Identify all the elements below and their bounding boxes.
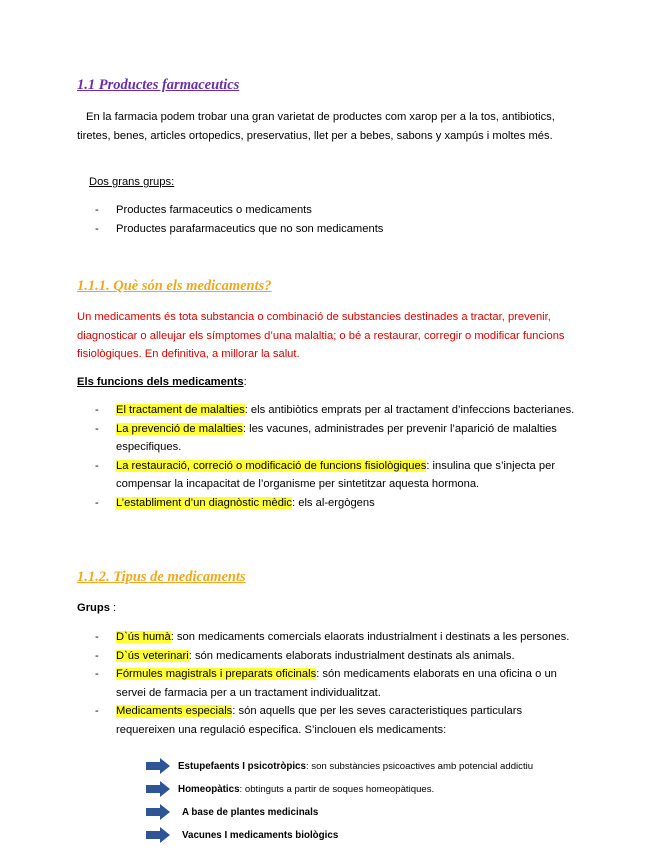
list-item: A base de plantes medicinals (146, 804, 626, 827)
dash-icon: - (95, 649, 99, 662)
right-arrow-icon (146, 758, 170, 774)
dash-icon: - (95, 631, 99, 643)
dash-icon: - (95, 204, 99, 216)
dash-icon: - (95, 404, 99, 416)
list-item: - Medicaments especials: són aquells que per les seves caracteristiques particulars requereixen una regulació especifica. S’inclouen els medicaments: (77, 702, 577, 739)
grups-label: Grups : (77, 602, 117, 614)
right-arrow-icon (146, 804, 170, 820)
list-item: - L’establiment d’un diagnòstic mèdic: els al-ergògens (77, 494, 577, 513)
functions-list (77, 401, 577, 512)
groups-label: Dos grans grups: (89, 176, 175, 188)
heading-tipus-medicaments: 1.1.2. Tipus de medicaments (77, 569, 246, 585)
list-item: - La restauració, correció o modificació de funcions fisiològiques: insulina que s’injecta per compensar la incapacitat de l’organisme per sintetitzar aquesta hormona. (77, 457, 577, 494)
dash-icon: - (95, 496, 99, 509)
special-medicines-list (146, 758, 626, 850)
right-arrow-icon (146, 781, 170, 797)
dash-icon: - (95, 668, 99, 680)
dash-icon: - (95, 222, 99, 235)
dash-icon: - (95, 459, 99, 472)
list-item: Homeopàtics: obtinguts a partir de soques homeopàtiques. (146, 781, 626, 804)
list-item: - Productes parafarmaceutics que no son medicaments (77, 220, 577, 239)
list-item: Estupefaents I psicotròpics: son substàncies psicoactives amb potencial addictiu (146, 758, 626, 781)
list-item: Vacunes I medicaments biològics (146, 827, 626, 850)
dash-icon: - (95, 705, 99, 717)
dash-icon: - (95, 422, 99, 435)
list-item: - D`ús veterinari: són medicaments elaborats industrialment destinats als animals. (77, 647, 577, 666)
definition-paragraph: Un medicaments és tota substancia o combinació de substancies destinades a tractar, prevenir, diagnosticar o alleujar els símptomes d’una malaltia; o bé a restaurar, corregir o modificar funcions fisiològiques. En definitiva, a millorar la salut. (77, 311, 565, 360)
list-item: - D`ús humà: son medicaments comercials elaorats industrialment i destinats a les persones. (77, 628, 577, 647)
right-arrow-icon (146, 827, 170, 843)
functions-heading: Els funcions dels medicaments: (77, 376, 247, 388)
types-list (77, 628, 577, 739)
intro-paragraph: En la farmacia podem trobar una gran varietat de productes com xarop per a la tos, antibiotics, tiretes, benes, articles ortopedics, preservatius, llet per a bebes, sabons y xampús i moltes més. (77, 111, 555, 142)
heading-productes-farmaceutics: 1.1 Productes farmaceutics (77, 77, 240, 93)
list-item: - El tractament de malalties: els antibiòtics emprats per al tractament d’infeccions bacterianes. (77, 401, 577, 420)
list-item: - Productes farmaceutics o medicaments (77, 201, 577, 220)
groups-list (77, 201, 577, 238)
list-item: - La prevenció de malalties: les vacunes, administrades per prevenir l’aparició de malalties especifiques. (77, 420, 577, 457)
heading-que-son-medicaments: 1.1.1. Què són els medicaments? (77, 278, 272, 294)
list-item: - Fórmules magistrals i preparats oficinals: són medicaments elaborats en una oficina o un servei de farmacia per a un tractament individualitzat. (77, 665, 577, 702)
